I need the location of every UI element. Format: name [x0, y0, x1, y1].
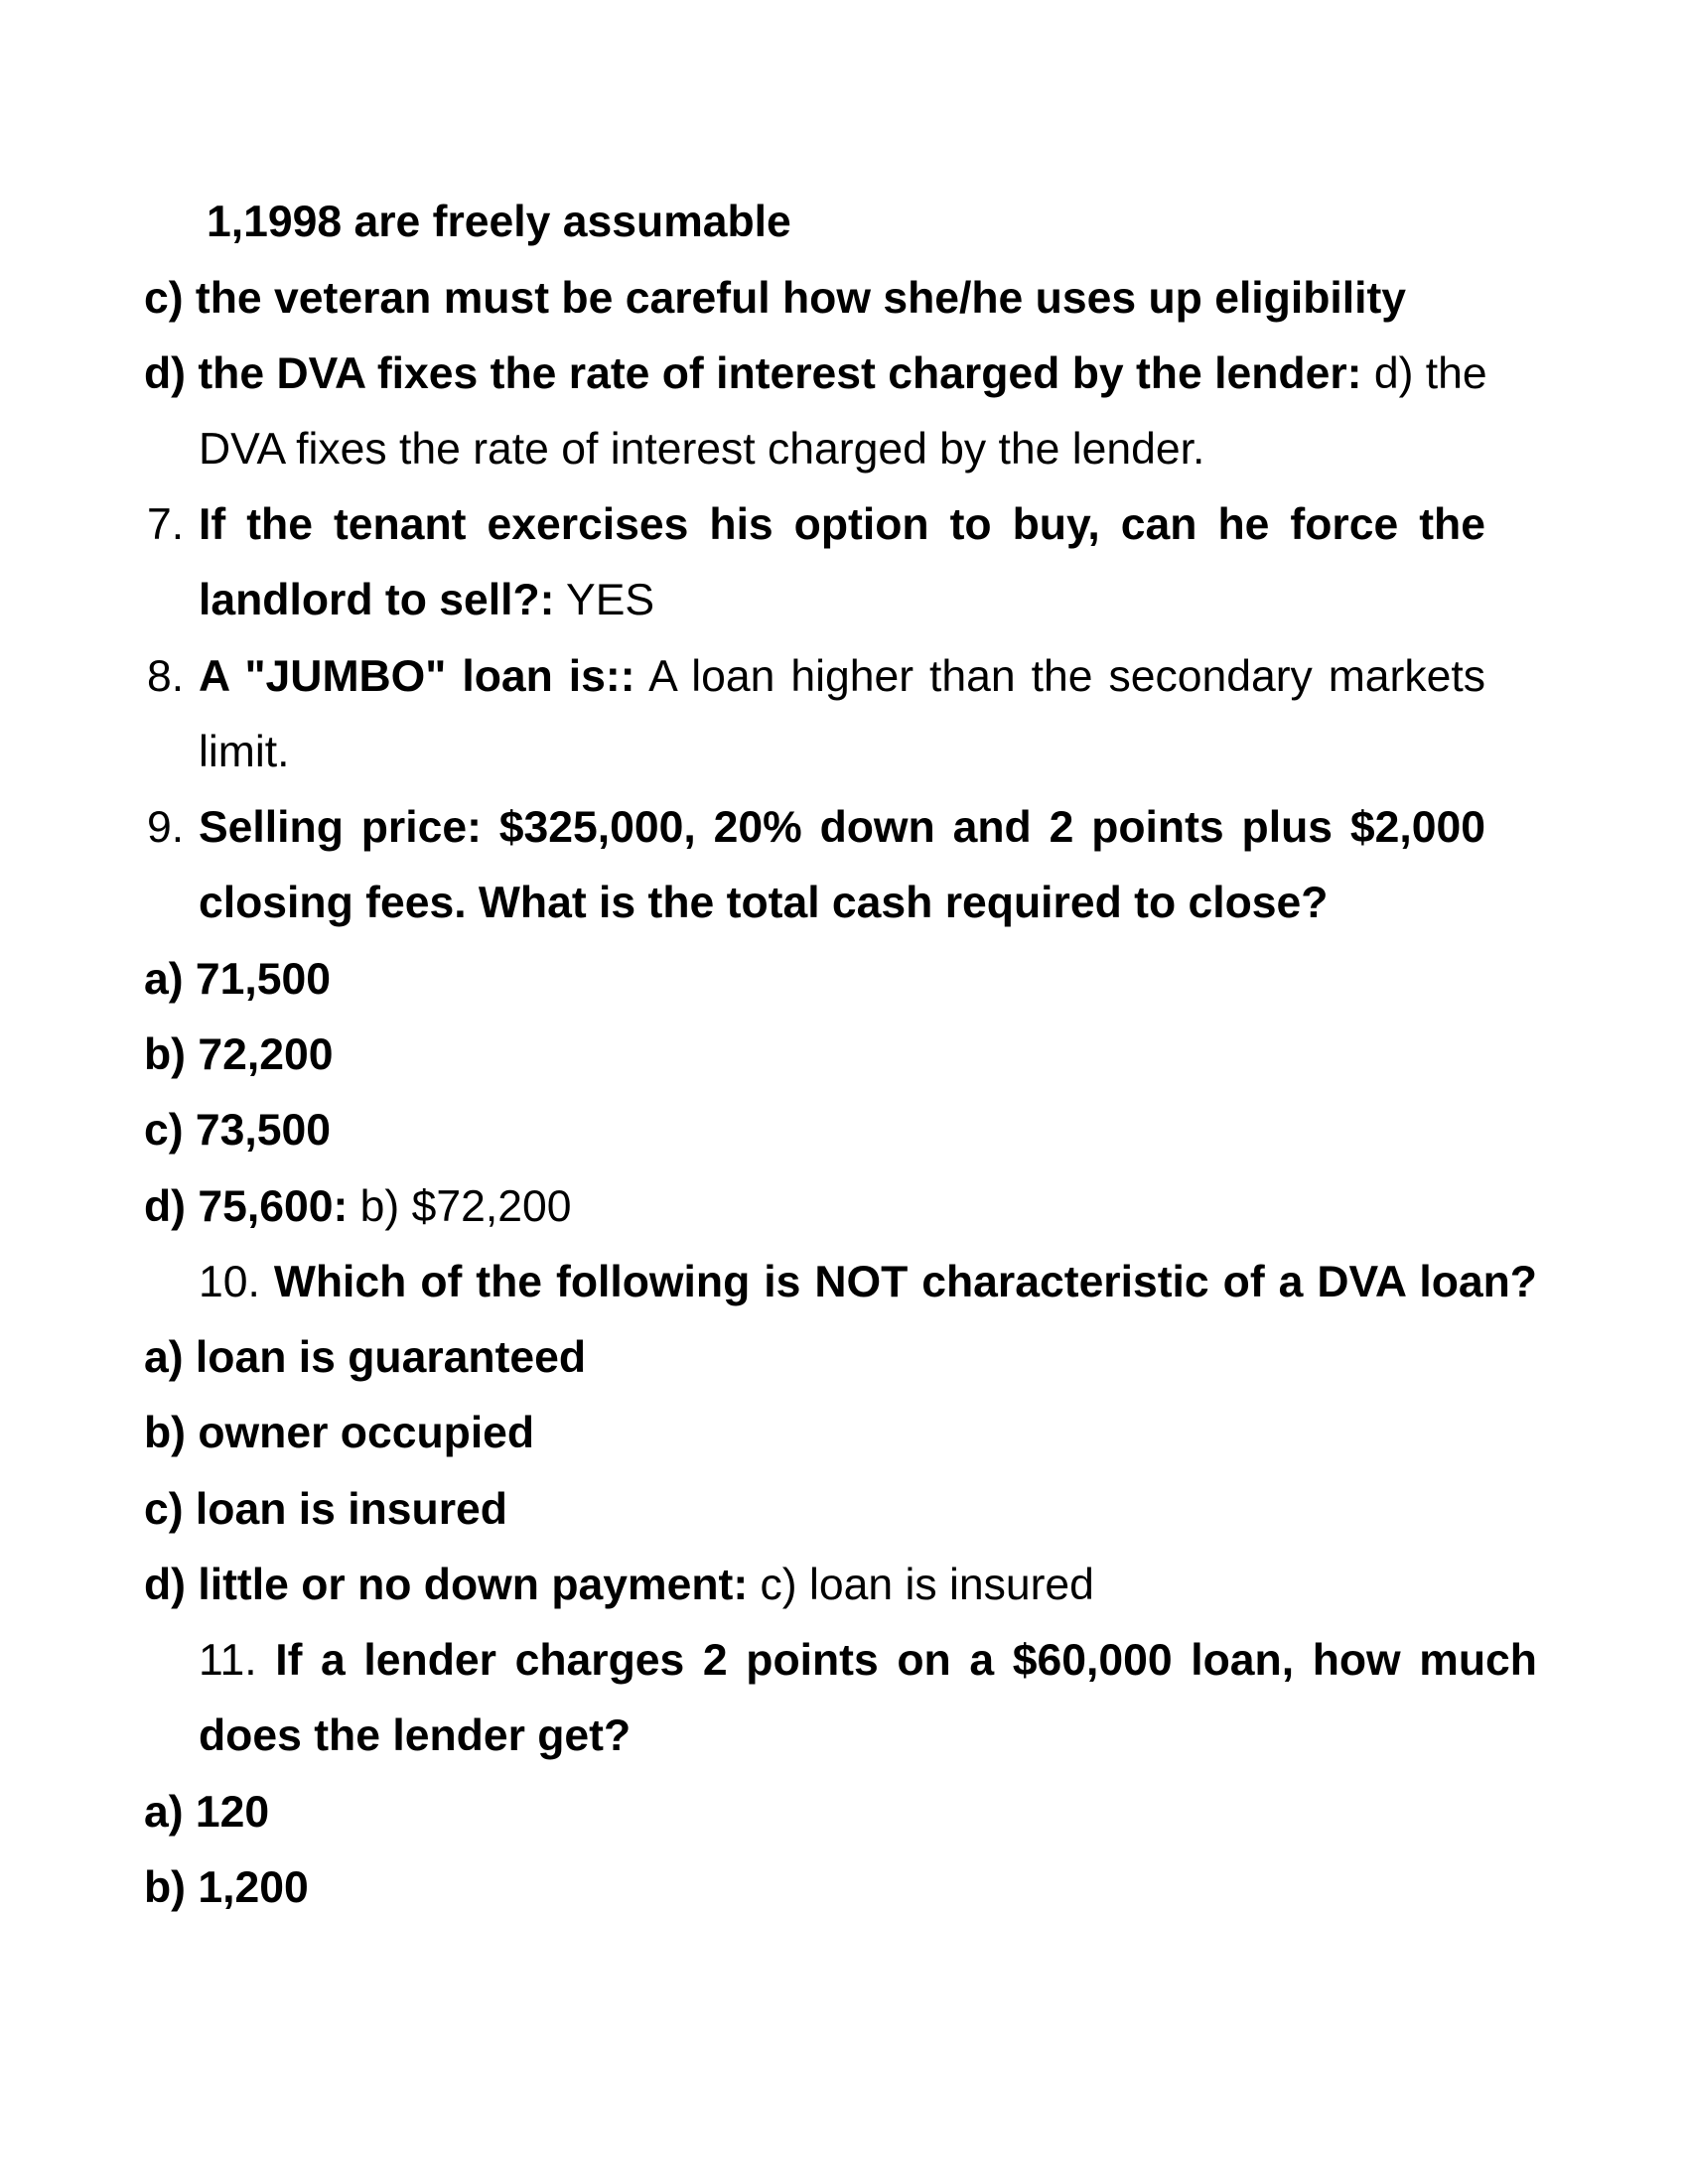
option-c-eligibility: c) the veteran must be careful how she/he uses up eligibility — [144, 274, 1407, 323]
question-11-line2: does the lender get? — [199, 1711, 632, 1760]
question-number: 8. — [147, 652, 185, 701]
answer-dva-rate: DVA fixes the rate of interest charged by the lender. — [199, 425, 1205, 474]
option-d-dva-rate: d) the DVA fixes the rate of interest charged by the lender: d) the — [144, 349, 1487, 398]
question-10: 10. Which of the following is NOT characteristic of a DVA loan? — [199, 1258, 1537, 1306]
question-9-option-a: a) 71,500 — [144, 955, 332, 1004]
question-7: 7. If the tenant exercises his option to buy, can he force the — [147, 497, 1485, 553]
question-8-line2: limit. — [199, 728, 290, 776]
question-8: 8. A "JUMBO" loan is:: A loan higher than the secondary markets — [147, 649, 1485, 705]
question-9-option-b: b) 72,200 — [144, 1030, 334, 1079]
text-line-continuation: 1,1998 are freely assumable — [207, 198, 791, 246]
question-number: 11. — [199, 1636, 257, 1685]
question-9: 9. Selling price: $325,000, 20% down and 2 points plus $2,000 — [147, 800, 1485, 856]
question-number: 7. — [147, 500, 185, 549]
question-10-option-a: a) loan is guaranteed — [144, 1333, 587, 1382]
question-9-option-c: c) 73,500 — [144, 1106, 332, 1155]
question-number: 10. — [199, 1258, 260, 1306]
question-11-option-a: a) 120 — [144, 1788, 270, 1837]
question-11: 11. If a lender charges 2 points on a $60,000 loan, how much — [199, 1636, 1537, 1685]
question-number: 9. — [147, 803, 185, 852]
question-11-option-b: b) 1,200 — [144, 1863, 309, 1912]
question-10-option-c: c) loan is insured — [144, 1485, 507, 1534]
question-9-line2: closing fees. What is the total cash required to close? — [199, 879, 1329, 927]
question-10-option-d: d) little or no down payment: c) loan is insured — [144, 1561, 1094, 1609]
question-9-option-d: d) 75,600: b) $72,200 — [144, 1182, 572, 1231]
question-10-option-b: b) owner occupied — [144, 1409, 535, 1457]
question-7-line2: landlord to sell?: YES — [199, 576, 655, 624]
